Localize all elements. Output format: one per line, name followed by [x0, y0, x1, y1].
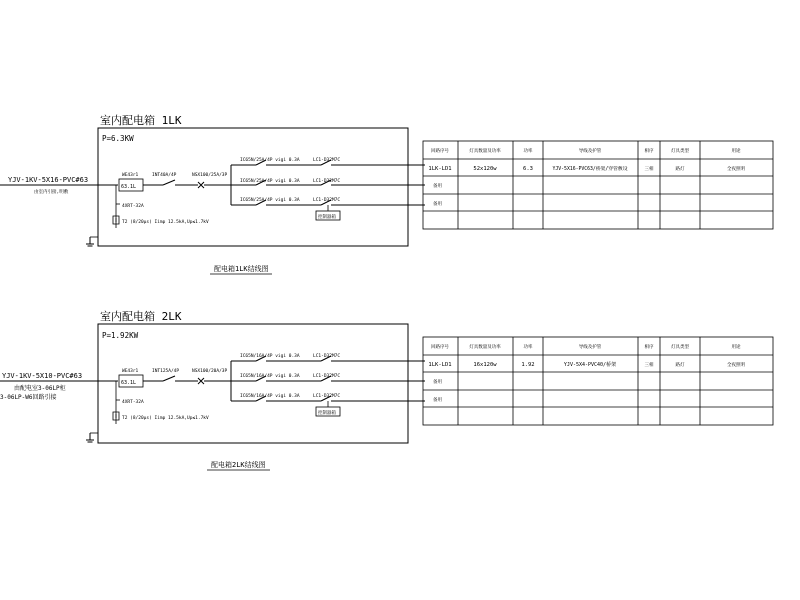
table-header-cell: 相序	[644, 149, 654, 154]
table-header-cell: 灯具数量及功率	[469, 345, 501, 350]
contactor-symbol	[198, 378, 204, 384]
ground-icon	[86, 433, 94, 442]
branch-circuit-label: LC1-D32M7C	[313, 158, 341, 163]
branch-breaker-label: IC65N/25A/4P vigi 0.3A	[240, 179, 300, 184]
box-enclosure	[98, 324, 408, 443]
table-header-cell: 相序	[644, 345, 654, 350]
table-header-cell: 回路序号	[431, 149, 449, 154]
box-title: 室内配电箱 2LK	[100, 310, 182, 323]
table-cell: 1LK-LD1	[428, 362, 452, 368]
table-header-cell: 导线及护管	[578, 345, 602, 350]
table-cell: 路灯	[675, 167, 685, 172]
ammeter-label: WE43r1	[122, 369, 139, 374]
main-switch-blade	[163, 376, 175, 381]
spd-label: T2 (8/20μs) Iimp 12.5kA,Up≤1.7kV	[122, 220, 209, 225]
table-header-cell: 导线及护管	[578, 149, 602, 154]
table-cell: 备用	[433, 202, 442, 207]
branch-circuit-label: LC1-D32M7C	[313, 354, 341, 359]
diagram-caption: 配电箱2LK结线图	[211, 461, 266, 469]
table-cell: 6.3	[523, 166, 533, 172]
table-cell: 1LK-LD1	[428, 166, 452, 172]
main-switch-label: INT125A/4P	[152, 369, 180, 374]
table-header-cell: 灯具数量及功率	[469, 149, 501, 154]
incoming-cable-label: YJV-1KV-5X16-PVC#63	[8, 176, 89, 184]
ammeter-value: 63.1L	[121, 380, 137, 386]
table-cell: 52x120w	[473, 166, 497, 172]
table-header-cell: 灯具类型	[671, 149, 689, 154]
branch-breaker-label: IC65N/25A/4P vigi 0.3A	[240, 158, 300, 163]
ammeter-label: WE43r1	[122, 173, 139, 178]
branch-breaker-label: IC65N/16A/4P vigi 0.3A	[240, 394, 300, 399]
surge-breaker-label: 4XRT-32A	[122, 204, 144, 209]
table-cell: 全夜照明	[727, 363, 745, 368]
branch-breaker-label: IC65N/25A/4P vigi 0.3A	[240, 198, 300, 203]
table-cell: YJV-5X4-PVC40/桥架	[563, 362, 617, 368]
control-box-label: 控制器箱	[318, 411, 336, 416]
table-header-cell: 功率	[523, 149, 533, 154]
branch-breaker-label: IC65N/16A/4P vigi 0.3A	[240, 374, 300, 379]
incoming-cable-note: 3-06LP-W6回路引接	[0, 394, 57, 401]
ground-icon	[86, 237, 94, 246]
table-cell: 三相	[644, 167, 654, 172]
box-power: P=6.3KW	[102, 134, 134, 143]
main-switch-label: INT40A/4P	[152, 173, 177, 178]
box-power: P=1.92KW	[102, 331, 139, 340]
box-title: 室内配电箱 1LK	[100, 114, 182, 127]
table-cell: 备用	[433, 398, 442, 403]
table-header-cell: 用途	[731, 149, 741, 154]
contactor-label: NSX100/20A/3P	[192, 369, 228, 374]
table-cell: 备用	[433, 380, 442, 385]
incoming-cable-label: YJV-1KV-5X10-PVC#63	[2, 372, 83, 380]
table-cell: 全夜照明	[727, 167, 745, 172]
branch-circuit-label: LC1-D32M7C	[313, 374, 341, 379]
branch-circuit-label: LC1-D32M7C	[313, 198, 341, 203]
table-cell: YJV-5X16-PVC63/桥架/穿管敷设	[552, 167, 628, 172]
table-cell: 16x120w	[473, 362, 497, 368]
table-cell: 路灯	[675, 363, 685, 368]
table-cell: 1.92	[521, 362, 535, 368]
incoming-cable-note: 由配电室3-06LP柜	[14, 385, 66, 392]
diagram-caption: 配电箱1LK结线图	[214, 265, 269, 273]
table-header-cell: 用途	[731, 345, 741, 350]
table-header-cell: 回路序号	[431, 345, 449, 350]
incoming-cable-note: 由室内引接,明敷	[34, 190, 69, 195]
table-header-cell: 功率	[523, 345, 533, 350]
table-cell: 三相	[644, 363, 654, 368]
contactor-symbol	[198, 182, 204, 188]
main-switch-blade	[163, 180, 175, 185]
ammeter-value: 63.1L	[121, 184, 137, 190]
table-cell: 备用	[433, 184, 442, 189]
surge-breaker-label: 4XRT-32A	[122, 400, 144, 405]
circuit-table	[423, 141, 773, 229]
control-box-label: 控制器箱	[318, 215, 336, 220]
branch-circuit-label: LC1-D32M7C	[313, 394, 341, 399]
box-enclosure	[98, 128, 408, 246]
table-header-cell: 灯具类型	[671, 345, 689, 350]
distribution-box-2lk	[0, 309, 773, 470]
spd-label: T2 (8/20μs) Iimp 12.5kA,Up≤1.7kV	[122, 416, 209, 421]
circuit-table	[423, 337, 773, 425]
branch-circuit-label: LC1-D32M7C	[313, 179, 341, 184]
branch-breaker-label: IC65N/16A/4P vigi 0.3A	[240, 354, 300, 359]
distribution-box-1lk	[0, 113, 773, 274]
contactor-label: NSX100/25A/3P	[192, 173, 228, 178]
